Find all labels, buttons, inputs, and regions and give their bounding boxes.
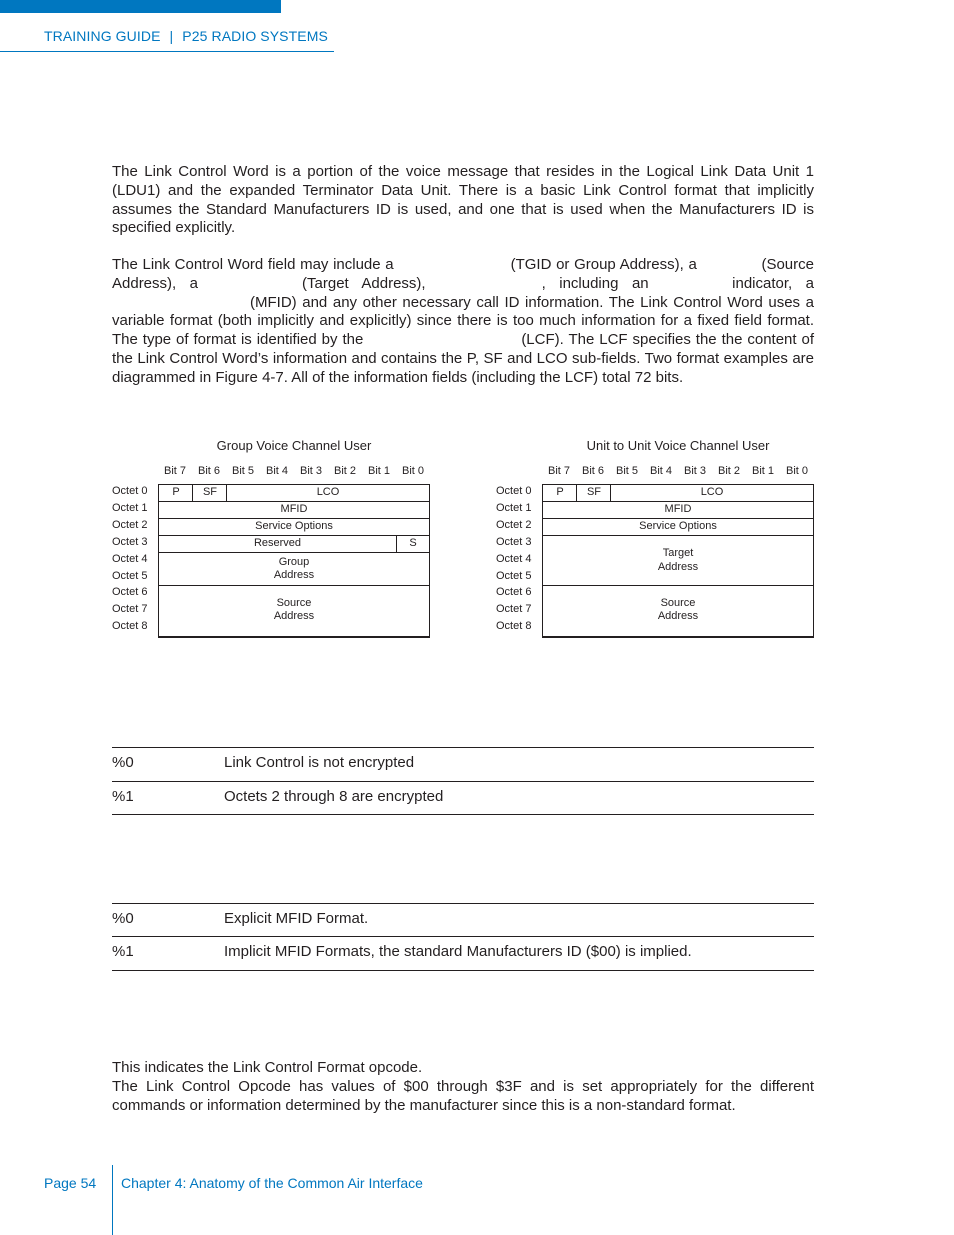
bit-label: Bit 5	[231, 465, 254, 477]
octet-label: Octet 0	[112, 485, 148, 497]
target-address-line-2: Address	[657, 560, 699, 573]
group-address-line-1: Group	[278, 555, 310, 568]
bit-label: Bit 7	[163, 465, 186, 477]
table-description: Implicit MFID Formats, the standard Manufacturers ID ($00) is implied.	[224, 943, 692, 960]
intro-text-2	[112, 256, 814, 388]
p2-fragment-4: (Target Address),	[302, 274, 426, 292]
field-sf: SF	[586, 486, 602, 499]
octet-label: Octet 3	[496, 535, 532, 548]
table-sf-bottom-rule	[112, 970, 814, 971]
field-mfid: MFID	[280, 503, 308, 516]
bit-label: Bit 1	[367, 465, 390, 477]
lco-paragraph	[112, 1059, 814, 1115]
octet-label: Octet 1	[112, 501, 148, 514]
field-lco: LCO	[700, 486, 724, 499]
header-guide-label: TRAINING GUIDE	[44, 28, 161, 44]
table-row	[112, 903, 814, 937]
octet-label: Octet 7	[112, 603, 148, 616]
field-p: P	[556, 486, 564, 499]
source-address-line-2: Address	[657, 610, 699, 622]
lco-line-1: This indicates the Link Control Format opcode.	[112, 1059, 423, 1076]
bit-label: Bit 0	[401, 465, 424, 477]
page-number: Page 54	[44, 1175, 97, 1191]
diagram-left-title: Group Voice Channel User	[216, 438, 372, 453]
table-row	[112, 936, 814, 970]
running-header	[44, 28, 328, 44]
octet-label: Octet 2	[496, 518, 532, 531]
bit-label: Bit 0	[785, 465, 808, 477]
field-lco: LCO	[316, 486, 340, 499]
target-address-line-1: Target	[662, 547, 694, 559]
bit-label: Bit 4	[265, 465, 288, 477]
bit-label: Bit 3	[683, 465, 706, 477]
table-description: Explicit MFID Format.	[224, 910, 369, 927]
octet-label: Octet 8	[112, 620, 148, 633]
p2-fragment-3: (Source Address), a	[112, 256, 814, 292]
bit-label: Bit 1	[751, 465, 774, 477]
source-address-line-2: Address	[273, 610, 315, 622]
table-description: Octets 2 through 8 are encrypted	[224, 788, 444, 805]
table-value: %0	[112, 910, 134, 927]
header-system-label: P25 RADIO SYSTEMS	[182, 28, 328, 44]
diagram-left-bit-labels	[158, 465, 430, 479]
octet-label: Octet 6	[496, 586, 532, 599]
table-p-bottom-rule	[112, 814, 814, 815]
table-row	[112, 781, 814, 815]
header-accent-bar	[0, 0, 281, 13]
bit-label: Bit 5	[615, 465, 638, 477]
diagram-right-octet-labels	[496, 483, 531, 635]
source-address-line-1: Source	[276, 596, 312, 609]
bit-label: Bit 7	[547, 465, 570, 477]
table-row	[112, 747, 814, 781]
chapter-title: Chapter 4: Anatomy of the Common Air Interface	[121, 1175, 423, 1191]
intro-paragraph-2	[112, 256, 814, 388]
table-value: %1	[112, 943, 134, 960]
field-s: S	[409, 537, 417, 550]
p2-fragment-8: (LCF). The LCF specifies the the content of the Link Control Word’s information and contains the P, SF and LCO sub-fields. Two format examples are diagrammed in Figure 4-7. All of the information fields (including the LCF) total 72 bits.	[112, 331, 815, 386]
p2-fragment-6: indicator, a	[732, 274, 815, 292]
p2-fragment-1: The Link Control Word field may include a	[112, 256, 394, 273]
table-description: Link Control is not encrypted	[224, 754, 415, 771]
diagram-right-bit-labels	[542, 465, 814, 479]
bit-label: Bit 3	[299, 465, 322, 477]
diagram-right-title: Unit to Unit Voice Channel User	[586, 438, 770, 453]
octet-label: Octet 2	[112, 518, 148, 531]
diagram-left-grid	[158, 484, 430, 638]
field-p: P	[172, 486, 180, 499]
lco-line-2: The Link Control Opcode has values of $00 through $3F and is set appropriately for the different commands or information determined by the manufacturer since this is a non-standard format.	[112, 1077, 814, 1114]
bit-label: Bit 6	[581, 465, 604, 477]
field-sf: SF	[202, 486, 218, 499]
header-rule	[0, 51, 334, 52]
p2-fragment-5: , including an	[541, 274, 649, 292]
field-service-options: Service Options	[255, 520, 333, 533]
intro-paragraph-1	[112, 163, 814, 238]
bit-label: Bit 4	[649, 465, 672, 477]
octet-label: Octet 7	[496, 603, 532, 616]
footer-divider	[112, 1165, 113, 1235]
field-source-address	[543, 586, 813, 634]
diagram-right-grid	[542, 484, 814, 638]
field-group-address	[159, 553, 429, 585]
table-value: %0	[112, 754, 134, 771]
p2-fragment-7: (MFID) and any other necessary call ID information. The Link Control Word uses a variable format (both implicitly and explicitly) since there is too much information for a fixed field format. The type of format is identified by the	[112, 293, 814, 349]
diagram-left-octet-labels	[112, 483, 147, 635]
octet-label: Octet 4	[496, 552, 532, 565]
header-separator: |	[169, 28, 174, 44]
field-target-address	[543, 536, 813, 585]
octet-label: Octet 5	[112, 569, 148, 582]
bit-label: Bit 6	[197, 465, 220, 477]
field-source-address	[159, 586, 429, 634]
intro-text-1: The Link Control Word is a portion of the voice message that resides in the Logical Link Data Unit 1 (LDU1) and the expanded Terminator Data Unit. There is a basic Link Control format that implicitly assumes the Standard Manufacturers ID is used, and one that is used when the Manufacturers ID is specified explicitly.	[112, 163, 814, 237]
octet-label: Octet 0	[496, 485, 532, 497]
octet-label: Octet 6	[112, 586, 148, 599]
octet-label: Octet 5	[496, 569, 532, 582]
bit-label: Bit 2	[333, 465, 356, 477]
bit-label: Bit 2	[717, 465, 740, 477]
field-reserved: Reserved	[253, 537, 302, 550]
octet-label: Octet 8	[496, 620, 532, 633]
source-address-line-1: Source	[660, 596, 696, 609]
p2-fragment-2: (TGID or Group Address), a	[510, 256, 697, 273]
group-address-line-2: Address	[273, 569, 315, 581]
field-service-options: Service Options	[639, 520, 717, 533]
octet-label: Octet 4	[112, 552, 148, 565]
octet-label: Octet 1	[496, 501, 532, 514]
octet-label: Octet 3	[112, 535, 148, 548]
field-mfid: MFID	[664, 503, 692, 516]
table-value: %1	[112, 788, 134, 805]
